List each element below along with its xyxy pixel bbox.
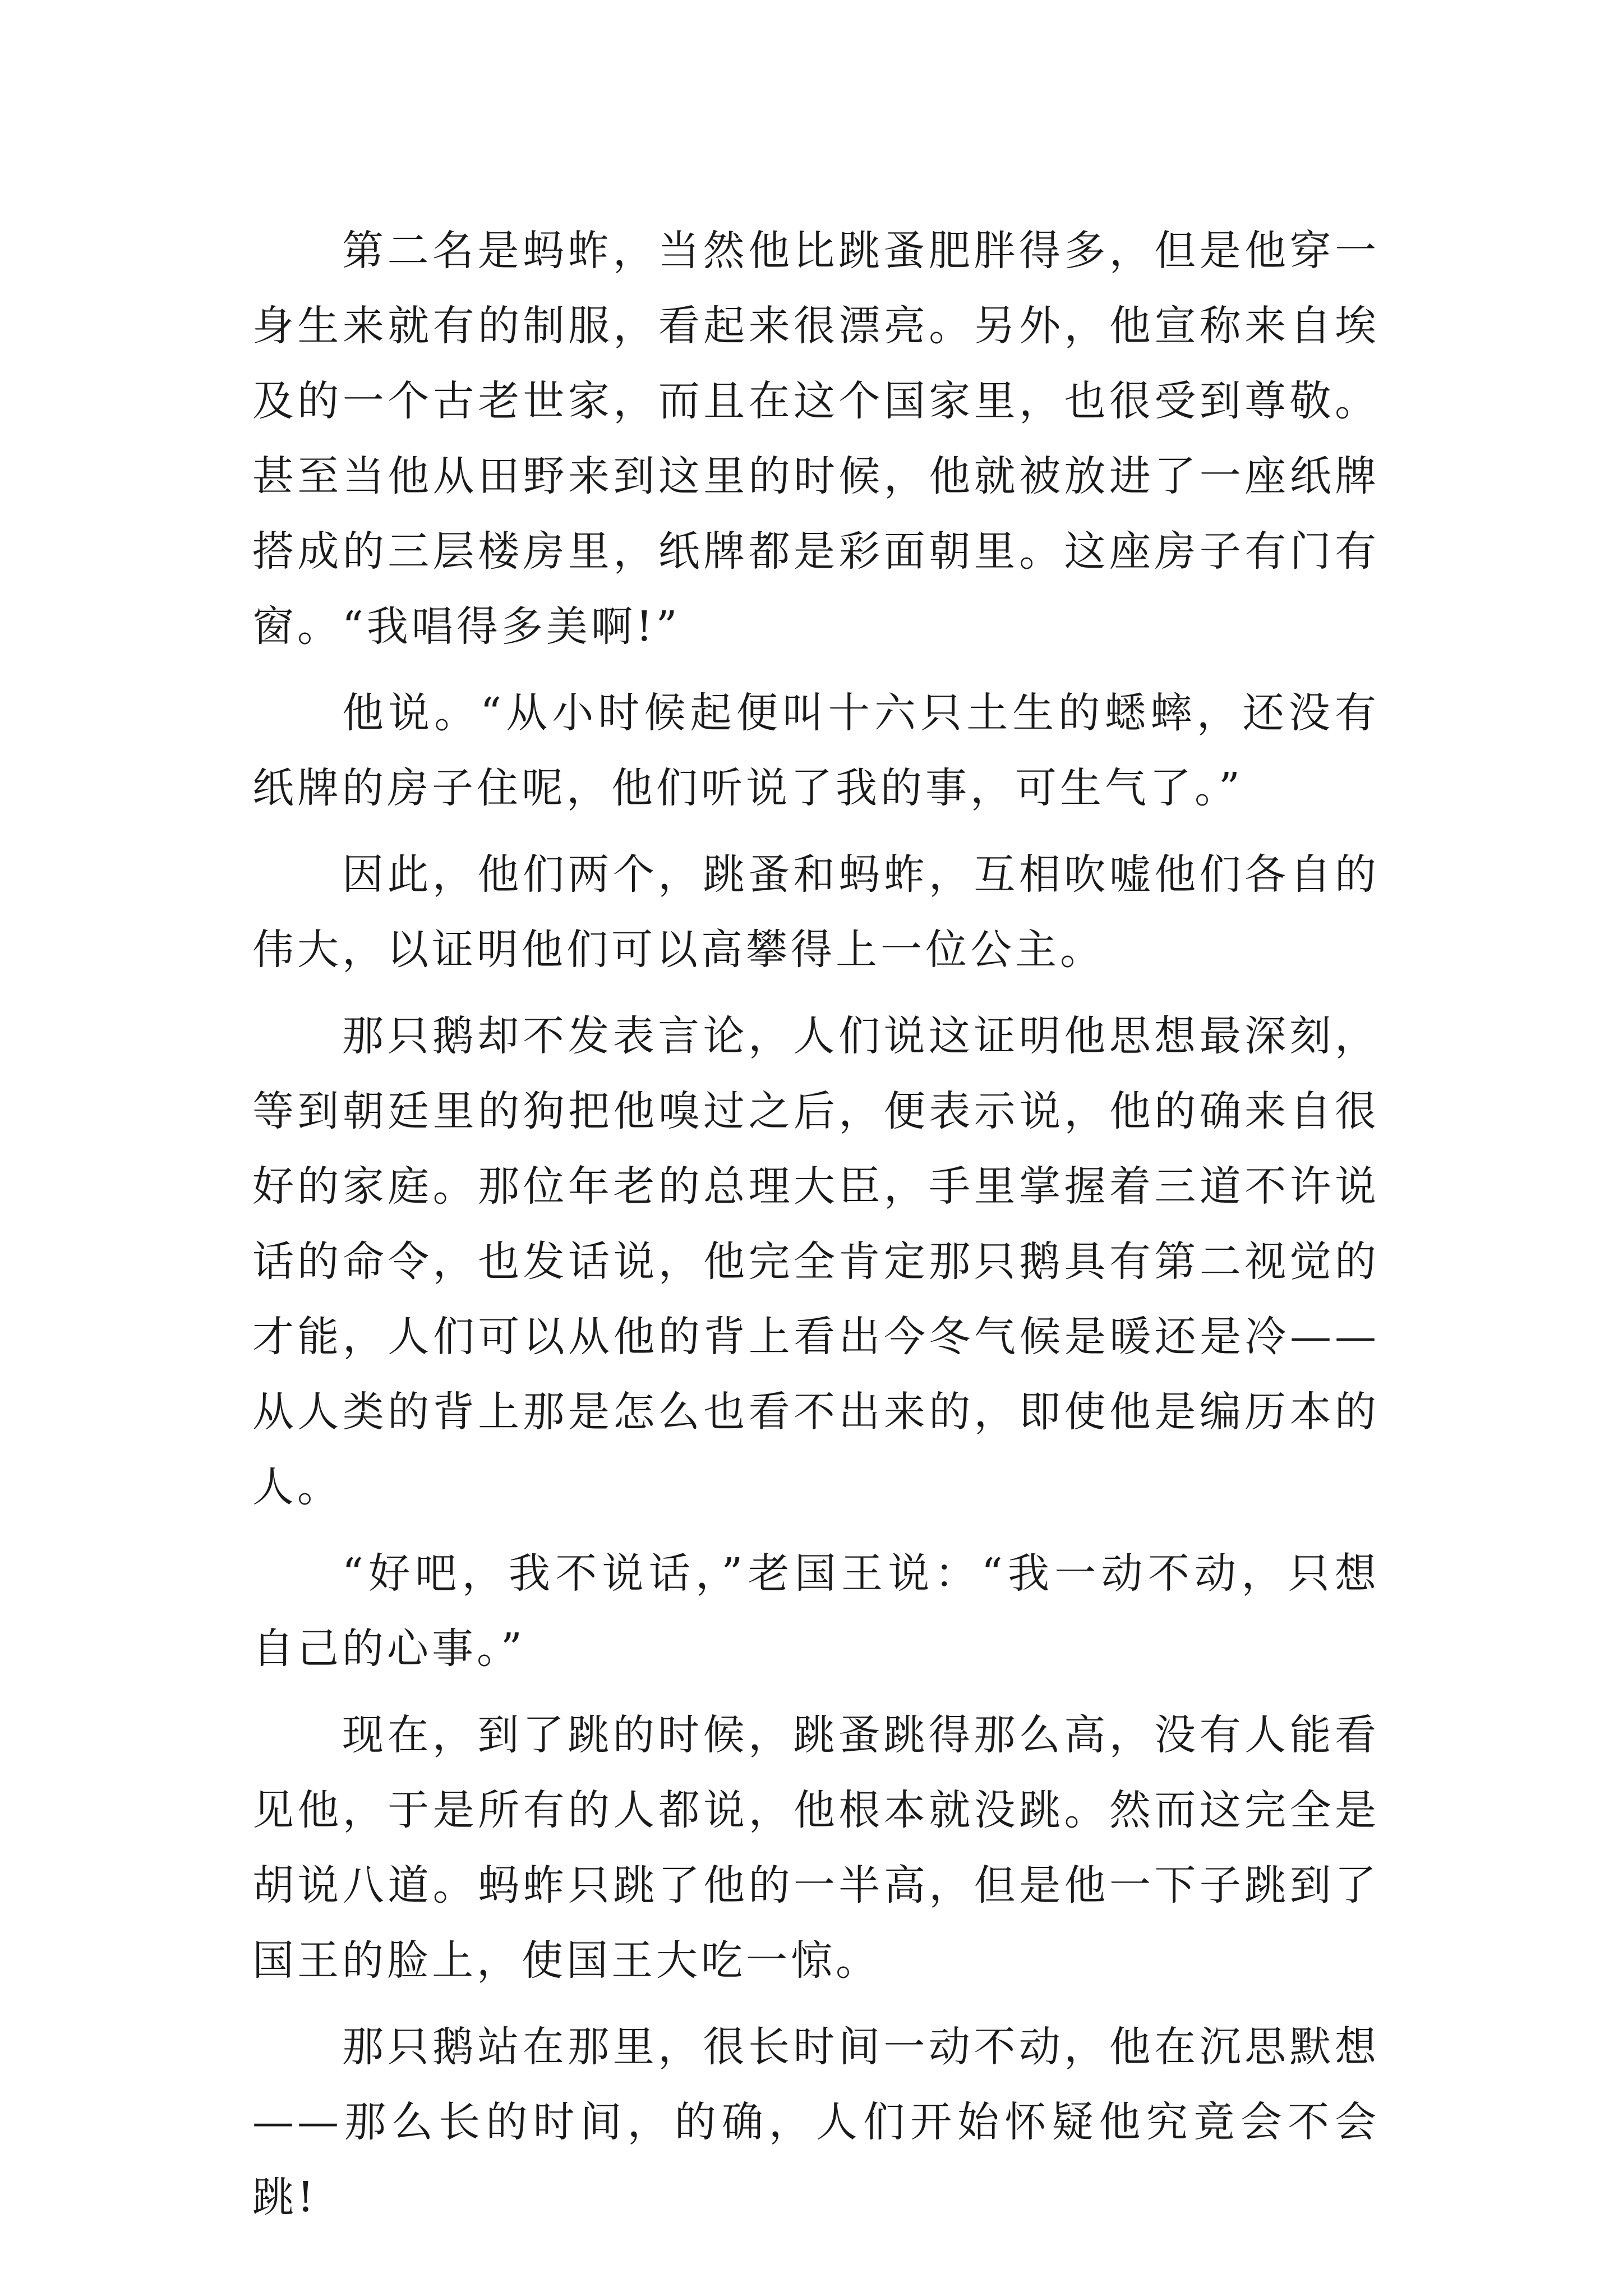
- paragraph-4: 那只鹅却不发表言论，人们说这证明他思想最深刻，等到朝廷里的狗把他嗅过之后，便表示说，他的确来自很好的家庭。那位年老的总理大臣，手里掌握着三道不许说话的命令，也发话说，他完全肯定那只鹅具有第二视觉的才能，人们可以从他的背上看出今冬气候是暖还是冷——从人类的背上那是怎么也看不出来的，即使他是编历本的人。: [252, 1012, 1380, 1511]
- paragraph-2: 他说。“从小时候起便叫十六只土生的蟋蟀，还没有纸牌的房子住呢，他们听说了我的事，可生气了。”: [252, 689, 1380, 812]
- body-text: [252, 213, 1380, 2246]
- paragraph-6: 现在，到了跳的时候，跳蚤跳得那么高，没有人能看见他，于是所有的人都说，他根本就没跳。然而这完全是胡说八道。蚂蚱只跳了他的一半高，但是他一下子跳到了国王的脸上，使国王大吃一惊。: [252, 1711, 1380, 1985]
- paragraph-1: 第二名是蚂蚱，当然他比跳蚤肥胖得多，但是他穿一身生来就有的制服，看起来很漂亮。另外，他宣称来自埃及的一个古老世家，而且在这个国家里，也很受到尊敬。甚至当他从田野来到这里的时候，他就被放进了一座纸牌搭成的三层楼房里，纸牌都是彩面朝里。这座房子有门有窗。“我唱得多美啊!”: [252, 227, 1380, 651]
- paragraph-3: 因此，他们两个，跳蚤和蚂蚱，互相吹嘘他们各自的伟大，以证明他们可以高攀得上一位公主。: [252, 850, 1380, 974]
- paragraph-5: “好吧，我不说话，”老国王说：“我一动不动，只想自己的心事。”: [252, 1549, 1380, 1673]
- paragraph-7: 那只鹅站在那里，很长时间一动不动，他在沉思默想——那么长的时间，的确，人们开始怀疑他究竟会不会跳!: [252, 2023, 1380, 2221]
